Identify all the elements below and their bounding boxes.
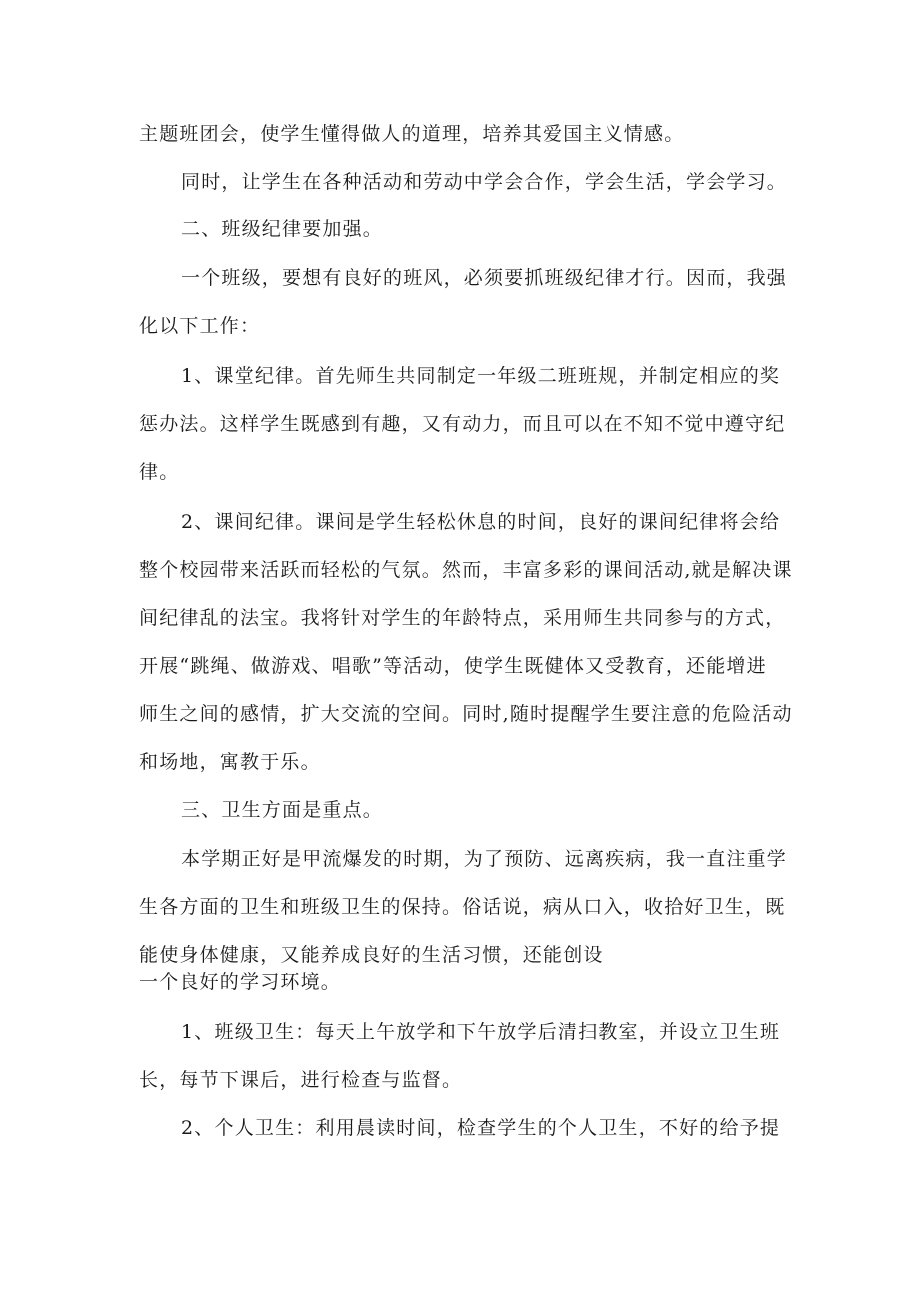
section-heading: 二、班级纪律要加强。 [181, 218, 384, 240]
paragraph-line: 1、班级卫生：每天上午放学和下午放学后清扫教室，并设立卫生班 [181, 1021, 781, 1043]
section-heading: 三、卫生方面是重点。 [181, 799, 384, 821]
paragraph-line: 同时，让学生在各种活动和劳动中学会合作，学会生活，学会学习。 [181, 171, 788, 193]
paragraph-line: 和场地，寓教于乐。 [139, 751, 321, 773]
paragraph-line: 主题班团会，使学生懂得做人的道理，培养其爱国主义情感。 [139, 123, 685, 145]
paragraph-line: 能使身体健康，又能养成良好的生活习惯，还能创设 [139, 944, 604, 966]
paragraph-line: 惩办法。这样学生既感到有趣，又有动力，而且可以在不知不觉中遵守纪 [139, 413, 786, 435]
paragraph-line: 生各方面的卫生和班级卫生的保持。俗话说，病从口入，收拾好卫生，既 [139, 896, 786, 918]
paragraph-line: 整个校园带来活跃而轻松的气氛。然而，丰富多彩的课间活动,就是解决课 [139, 559, 793, 581]
paragraph-line: 2、课间纪律。课间是学生轻松休息的时间，良好的课间纪律将会给 [181, 511, 781, 533]
paragraph-line: 师生之间的感情，扩大交流的空间。同时,随时提醒学生要注意的危险活动 [139, 703, 793, 725]
paragraph-line: 1、课堂纪律。首先师生共同制定一年级二班班规，并制定相应的奖 [181, 365, 781, 387]
paragraph-line: 本学期正好是甲流爆发的时期，为了预防、远离疾病，我一直注重学 [181, 848, 788, 870]
paragraph-line: 一个良好的学习环境。 [139, 971, 342, 993]
paragraph-line: 律。 [139, 461, 180, 483]
paragraph-line: 开展“跳绳、做游戏、唱歌”等活动，使学生既健体又受教育，还能增进 [139, 655, 767, 677]
paragraph-line: 化以下工作： [139, 315, 261, 337]
paragraph-line: 长，每节下课后，进行检查与监督。 [139, 1069, 463, 1091]
paragraph-line: 间纪律乱的法宝。我将针对学生的年龄特点，采用师生共同参与的方式， [139, 607, 786, 629]
paragraph-line: 2、个人卫生：利用晨读时间，检查学生的个人卫生，不好的给予提 [181, 1117, 781, 1139]
paragraph-line: 一个班级，要想有良好的班风，必须要抓班级纪律才行。因而，我强 [181, 267, 788, 289]
